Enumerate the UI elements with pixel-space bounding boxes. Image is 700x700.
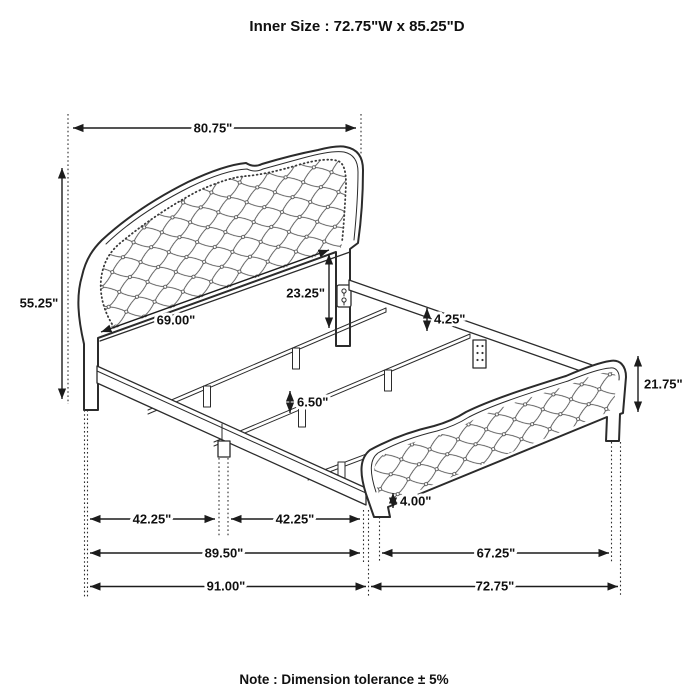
dim-headboard-inner-width: 69.00" [156, 312, 196, 328]
rail-center-leg [218, 441, 230, 457]
dim-rail-clearance: 4.25" [434, 311, 466, 327]
dim-footboard-width: 72.75" [475, 578, 515, 594]
front-rail-top-edge [97, 371, 366, 493]
dim-footboard-height: 21.75" [644, 376, 683, 392]
dim-footboard-inner-width: 67.25" [476, 545, 516, 561]
dim-overall-width: 80.75" [193, 120, 233, 136]
dim-span-left: 42.25" [132, 511, 172, 527]
dim-center-leg-height: 6.50" [297, 394, 329, 410]
dim-overall-length: 91.00" [206, 578, 246, 594]
center-support-bracket [473, 340, 486, 368]
dim-span-right: 42.25" [275, 511, 315, 527]
dim-headboard-height: 55.25" [19, 295, 59, 311]
headboard-drawing [78, 146, 363, 410]
tolerance-note: Note : Dimension tolerance ± 5% [239, 672, 449, 687]
diagram-title: Inner Size : 72.75"W x 85.25"D [249, 18, 465, 35]
front-side-rail [97, 366, 366, 505]
dim-footboard-leg-height: 4.00" [400, 493, 432, 509]
dim-rail-length: 89.50" [204, 545, 244, 561]
headboard-tufting [101, 160, 346, 330]
dim-headboard-post-height: 23.25" [286, 285, 325, 301]
